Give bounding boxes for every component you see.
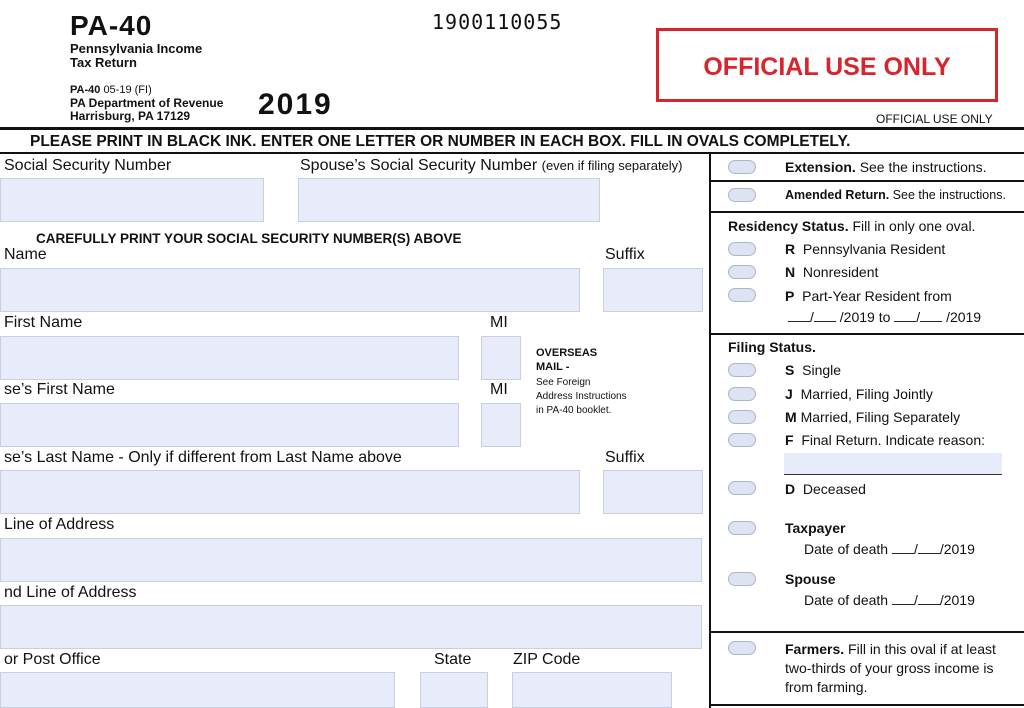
- amended-bold: Amended Return.: [785, 188, 890, 202]
- mi-field[interactable]: [481, 336, 521, 380]
- single-oval[interactable]: [728, 363, 756, 377]
- part-year-to-day[interactable]: [920, 309, 942, 322]
- form-title-line1: Pennsylvania Income: [70, 41, 203, 56]
- official-use-box: [656, 28, 998, 102]
- part-year-text: Part-Year Resident from: [802, 288, 952, 304]
- spouse-mi-field[interactable]: [481, 403, 521, 447]
- part-year-dates: / /2019 to / /2019: [788, 309, 981, 325]
- revision-date: 05-19 (FI): [103, 84, 152, 96]
- part-year-code: P: [785, 288, 795, 304]
- part-year-end: /2019: [946, 309, 982, 325]
- joint-option: [785, 386, 933, 402]
- overseas-note2: Address Instructions: [536, 391, 627, 402]
- part-year-from-month[interactable]: [788, 309, 810, 322]
- joint-code: J: [785, 386, 793, 402]
- taxpayer-death-day[interactable]: [918, 541, 940, 554]
- taxpayer-death-date: Date of death / /2019: [804, 541, 975, 557]
- spouse-label: Spouse: [785, 571, 836, 587]
- spouse-death-month[interactable]: [892, 592, 914, 605]
- ssn-field[interactable]: [0, 178, 264, 222]
- spouse-ssn-label: [300, 157, 683, 175]
- instructions-rule: [0, 152, 1024, 154]
- residency-rule: [711, 333, 1024, 335]
- taxpayer-death-month[interactable]: [892, 541, 914, 554]
- deceased-code: D: [785, 481, 796, 497]
- overseas-note3: in PA-40 booklet.: [536, 405, 612, 416]
- suffix-field[interactable]: [603, 268, 703, 312]
- joint-oval[interactable]: [728, 387, 756, 401]
- single-option: [785, 362, 841, 378]
- first-name-field[interactable]: [0, 336, 459, 380]
- official-use-text: OFFICIAL USE ONLY: [703, 53, 951, 81]
- taxpayer-death-oval[interactable]: [728, 521, 756, 535]
- revision-code: PA-40: [70, 84, 101, 96]
- spouse-death-oval[interactable]: [728, 572, 756, 586]
- address-line1-field[interactable]: [0, 538, 702, 582]
- mi-label: MI: [490, 314, 508, 331]
- overseas-title: OVERSEAS: [536, 347, 598, 359]
- deceased-oval[interactable]: [728, 481, 756, 495]
- final-return-option: [785, 432, 985, 448]
- extension-rule: [711, 180, 1024, 182]
- farmers-bold: Farmers.: [785, 641, 845, 657]
- spouse-ssn-title: Spouse’s Social Security Number: [300, 157, 538, 174]
- resident-text: Pennsylvania Resident: [802, 241, 946, 257]
- nonresident-code: N: [785, 264, 796, 280]
- deceased-option: [785, 481, 866, 497]
- part-year-option: [785, 288, 952, 304]
- separate-text: Married, Filing Separately: [800, 409, 961, 425]
- amended-rule: [711, 211, 1024, 213]
- spouse-ssn-field[interactable]: [298, 178, 600, 222]
- final-return-text: Final Return. Indicate reason:: [801, 432, 985, 448]
- last-name-field[interactable]: [0, 268, 580, 312]
- city-label: or Post Office: [4, 651, 101, 668]
- final-return-oval[interactable]: [728, 433, 756, 447]
- address-line1-label: Line of Address: [4, 516, 115, 533]
- spouse-mi-label: MI: [490, 381, 508, 398]
- zip-field[interactable]: [512, 672, 672, 708]
- address-line2-label: nd Line of Address: [4, 584, 137, 601]
- separate-oval[interactable]: [728, 410, 756, 424]
- separate-option: [785, 409, 960, 425]
- amended-oval[interactable]: [728, 188, 756, 202]
- spouse-first-name-label: se’s First Name: [4, 381, 115, 398]
- final-return-reason-field[interactable]: [784, 453, 1002, 475]
- first-name-label: First Name: [4, 314, 83, 331]
- form-code: PA-40: [70, 10, 153, 41]
- print-instructions: PLEASE PRINT IN BLACK INK. ENTER ONE LETTER OR NUMBER IN EACH BOX. FILL IN OVALS COMPLETELY.: [30, 133, 851, 150]
- header-rule: [0, 127, 1024, 130]
- resident-oval[interactable]: [728, 242, 756, 256]
- overseas-note1: See Foreign: [536, 377, 591, 388]
- final-return-code: F: [785, 432, 794, 448]
- suffix-label: Suffix: [605, 246, 645, 263]
- ssn-label: Social Security Number: [4, 157, 172, 174]
- joint-text: Married, Filing Jointly: [800, 386, 933, 402]
- single-text: Single: [802, 362, 842, 378]
- spouse-death-year: /2019: [939, 592, 975, 608]
- extension-bold: Extension.: [785, 159, 856, 175]
- extension-text: See the instructions.: [859, 159, 987, 175]
- spouse-death-date: Date of death / /2019: [804, 592, 975, 608]
- resident-option: [785, 241, 945, 257]
- barcode-number: 1900110055: [432, 10, 563, 34]
- city-field[interactable]: [0, 672, 395, 708]
- amended-label: [785, 188, 1006, 202]
- nonresident-oval[interactable]: [728, 265, 756, 279]
- spouse-suffix-field[interactable]: [603, 470, 703, 514]
- extension-oval[interactable]: [728, 160, 756, 174]
- department-name: PA Department of Revenue: [70, 96, 224, 110]
- residency-text: Fill in only one oval.: [852, 218, 976, 234]
- spouse-last-name-field[interactable]: [0, 470, 580, 514]
- extension-label: [785, 159, 987, 175]
- farmers-line1: [785, 641, 996, 657]
- farmers-line2: two-thirds of your gross income is: [785, 660, 994, 676]
- ssn-notice: CAREFULLY PRINT YOUR SOCIAL SECURITY NUMBER(S) ABOVE: [36, 231, 462, 246]
- nonresident-option: [785, 264, 878, 280]
- part-year-mid: /2019 to: [839, 309, 891, 325]
- zip-label: ZIP Code: [513, 651, 581, 668]
- part-year-to-month[interactable]: [894, 309, 916, 322]
- overseas-title2: MAIL -: [536, 361, 570, 373]
- state-field[interactable]: [420, 672, 488, 708]
- farmers-oval[interactable]: [728, 641, 756, 655]
- farmers-rule: [711, 704, 1024, 706]
- filing-rule: [711, 631, 1024, 633]
- part-year-oval[interactable]: [728, 288, 756, 302]
- official-use-caption: OFFICIAL USE ONLY: [876, 112, 993, 126]
- separate-code: M: [785, 409, 797, 425]
- form-title-line2: Tax Return: [70, 55, 137, 70]
- revision-line: [70, 84, 152, 96]
- part-year-from-day[interactable]: [814, 309, 836, 322]
- resident-code: R: [785, 241, 796, 257]
- farmers-line3: from farming.: [785, 679, 868, 695]
- spouse-death-day[interactable]: [918, 592, 940, 605]
- state-label: State: [434, 651, 472, 668]
- residency-bold: Residency Status.: [728, 218, 849, 234]
- residency-heading: [728, 218, 975, 234]
- spouse-first-name-field[interactable]: [0, 403, 459, 447]
- last-name-label: Name: [4, 246, 47, 263]
- address-line2-field[interactable]: [0, 605, 702, 649]
- spouse-death-caption: Date of death: [804, 592, 889, 608]
- filing-status-heading: Filing Status.: [728, 339, 816, 355]
- spouse-suffix-label: Suffix: [605, 449, 645, 466]
- spouse-ssn-note: (even if filing separately): [541, 158, 683, 173]
- spouse-last-name-label: se’s Last Name - Only if different from Last Name above: [4, 449, 402, 466]
- single-code: S: [785, 362, 795, 378]
- column-divider: [709, 154, 711, 708]
- amended-text: See the instructions.: [892, 188, 1006, 202]
- taxpayer-label: Taxpayer: [785, 520, 846, 536]
- tax-year: 2019: [258, 88, 333, 121]
- nonresident-text: Nonresident: [802, 264, 879, 280]
- taxpayer-death-year: /2019: [939, 541, 975, 557]
- deceased-text: Deceased: [802, 481, 866, 497]
- farmers-text1: Fill in this oval if at least: [848, 641, 996, 657]
- department-address: Harrisburg, PA 17129: [70, 109, 191, 123]
- taxpayer-death-caption: Date of death: [804, 541, 889, 557]
